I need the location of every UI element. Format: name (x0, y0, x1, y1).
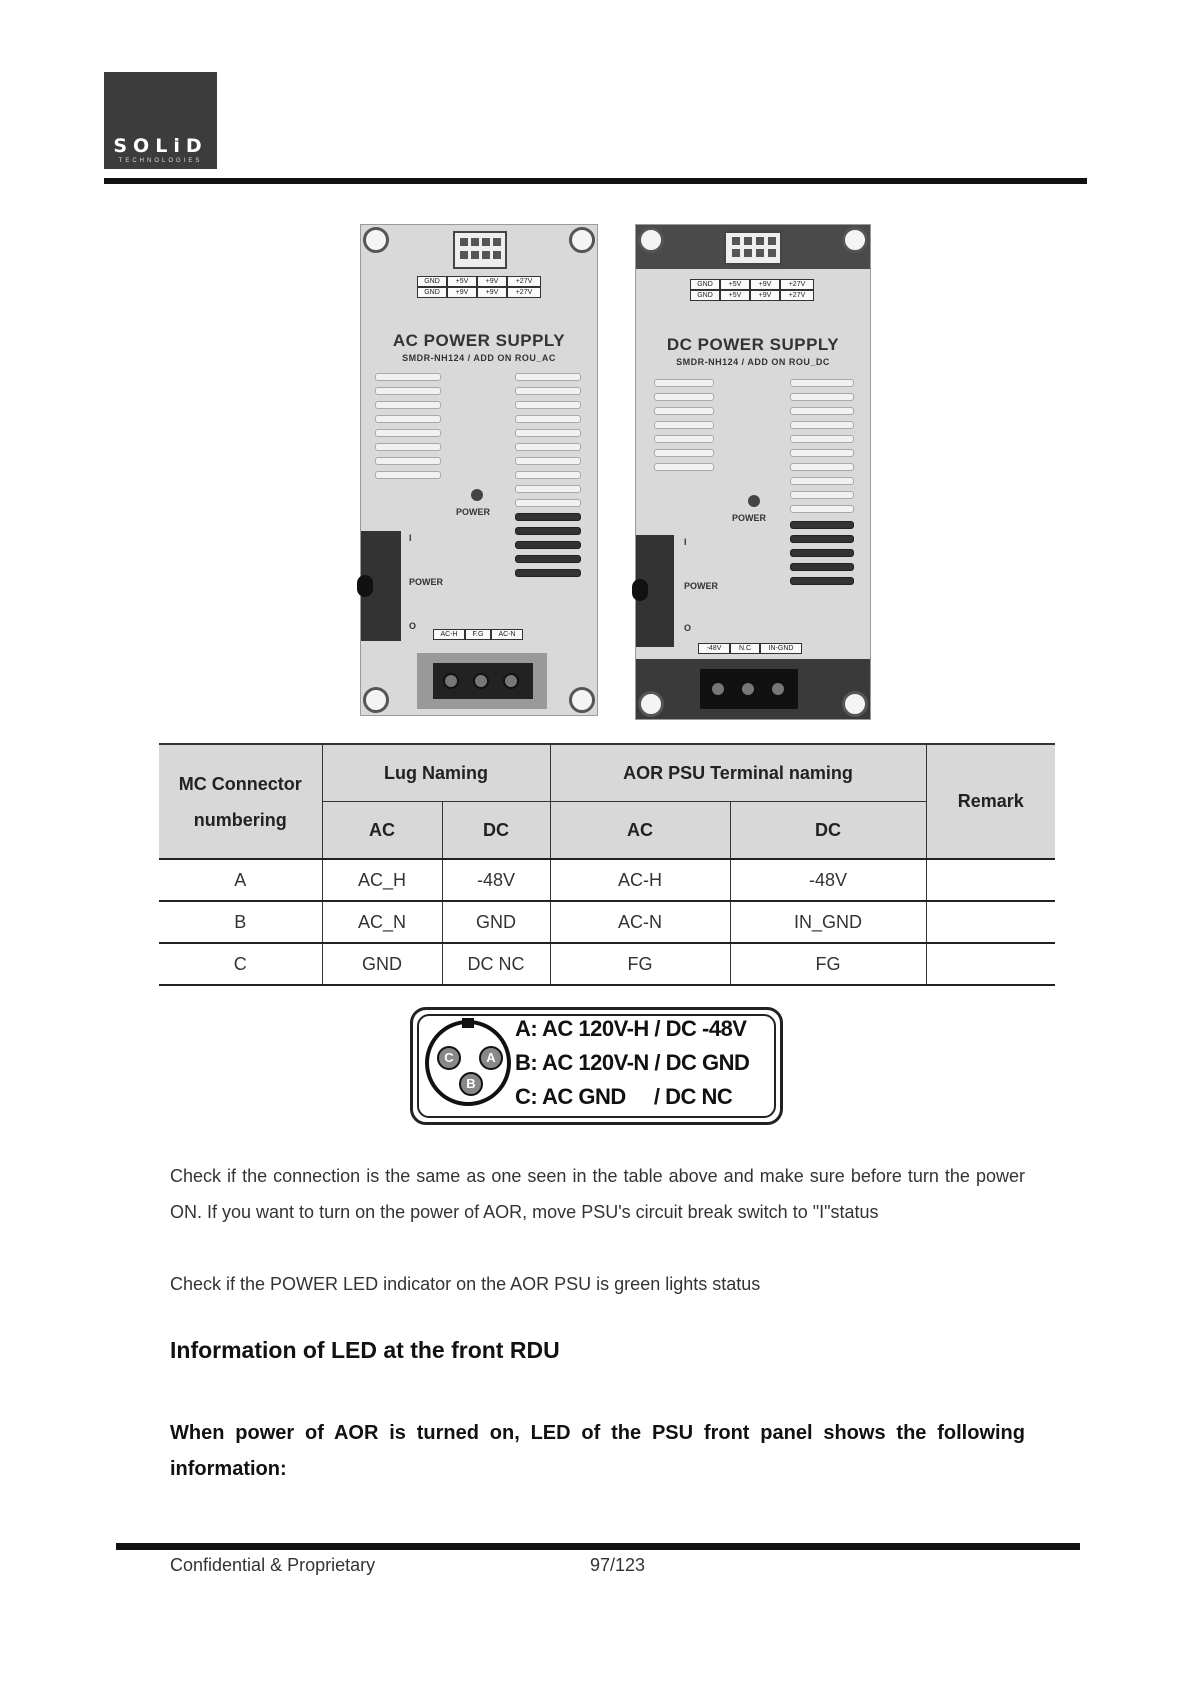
rail-label: GND (690, 279, 720, 290)
instruction-paragraph: Check if the connection is the same as one seen in the table above and make sure before turn the power ON. If you want to turn on the power of AOR, move PSU's circuit break switch to "I"status (170, 1166, 1025, 1222)
page-number: 97/123 (590, 1555, 646, 1575)
screw-icon (638, 227, 664, 253)
header-rule (104, 178, 1087, 184)
table-row (159, 859, 1055, 901)
screw-icon (569, 687, 595, 713)
table-cell: IN_GND (730, 901, 926, 943)
screw-icon (569, 227, 595, 253)
rail-label: +9V (477, 287, 507, 298)
rail-label: GND (690, 290, 720, 301)
rail-label: +9V (750, 290, 780, 301)
terminal-label: -48V (698, 643, 730, 654)
pin-legend-a: A: AC 120V-H / DC -48V (515, 1016, 747, 1041)
dc-power-supply-image (635, 224, 871, 720)
header-lug-ac: AC (322, 802, 442, 860)
connector-icon (724, 231, 782, 265)
psu-model: SMDR-NH124 / ADD ON ROU_DC (676, 357, 830, 367)
led-label: POWER (456, 507, 491, 517)
footer-rule (116, 1543, 1080, 1550)
table-cell (926, 901, 1055, 943)
led-info-paragraph: When power of AOR is turned on, LED of the PSU front panel shows the following information: (170, 1422, 1025, 1480)
rail-label: +27V (507, 276, 541, 287)
terminal-block-icon (417, 653, 547, 709)
rail-label: +27V (507, 287, 541, 298)
connector-pin-table (159, 743, 1055, 986)
header-remark: Remark (926, 744, 1055, 859)
switch-label: POWER (409, 577, 444, 587)
switch-on-label: I (684, 537, 687, 547)
rail-label: +5V (720, 290, 750, 301)
screw-icon (842, 691, 868, 717)
connector-pinout-icon (425, 1020, 511, 1106)
switch-off-label: O (409, 621, 417, 631)
table-cell: AC-N (550, 901, 730, 943)
pin-b-icon: B (459, 1072, 483, 1096)
rail-label: +9V (477, 276, 507, 287)
power-switch-icon (361, 531, 401, 641)
table-cell: FG (730, 943, 926, 985)
terminal-block-icon (700, 669, 798, 709)
rail-label: GND (417, 276, 447, 287)
table-cell: -48V (442, 859, 550, 901)
power-led-icon (471, 489, 483, 501)
pin-legend-b: B: AC 120V-N / DC GND (515, 1050, 750, 1075)
table-cell: AC_H (322, 859, 442, 901)
header-lug-dc: DC (442, 802, 550, 860)
header-lug-naming: Lug Naming (322, 744, 550, 802)
switch-off-label: O (684, 623, 692, 633)
led-label: POWER (732, 513, 767, 523)
terminal-label: AC-N (491, 629, 523, 640)
pin-legend-c: C: AC GND / DC NC (515, 1084, 733, 1109)
rail-label: +9V (447, 287, 477, 298)
table-cell: FG (550, 943, 730, 985)
connector-icon (453, 231, 507, 269)
header-aor-dc: DC (730, 802, 926, 860)
table-cell: AC-H (550, 859, 730, 901)
led-check-paragraph: Check if the POWER LED indicator on the AOR PSU is green lights status (170, 1274, 761, 1294)
header-aor-terminal: AOR PSU Terminal naming (550, 744, 926, 802)
rail-label: +27V (780, 290, 814, 301)
terminal-label: F.G (465, 629, 491, 640)
table-cell: C (159, 943, 322, 985)
rail-label: +5V (720, 279, 750, 290)
power-led-icon (748, 495, 760, 507)
section-heading: Information of LED at the front RDU (170, 1337, 560, 1363)
pin-legend-box (410, 1007, 783, 1125)
psu-title: DC POWER SUPPLY (666, 335, 840, 354)
table-cell: A (159, 859, 322, 901)
header-mc-connector: MC Connector numbering (159, 744, 322, 859)
screw-icon (363, 687, 389, 713)
table-cell: -48V (730, 859, 926, 901)
rail-label: +5V (447, 276, 477, 287)
switch-on-label: I (409, 533, 412, 543)
pin-a-icon: A (479, 1046, 503, 1070)
table-row (159, 901, 1055, 943)
table-cell: GND (442, 901, 550, 943)
table-cell: B (159, 901, 322, 943)
company-logo (104, 72, 217, 169)
table-cell (926, 859, 1055, 901)
terminal-label: AC-H (433, 629, 465, 640)
screw-icon (363, 227, 389, 253)
table-cell (926, 943, 1055, 985)
rail-label: GND (417, 287, 447, 298)
footer-confidential: Confidential & Proprietary (170, 1555, 376, 1575)
rail-label: +27V (780, 279, 814, 290)
ac-power-supply-image (360, 224, 598, 716)
psu-title: AC POWER SUPPLY (392, 331, 566, 350)
screw-icon (638, 691, 664, 717)
switch-label: POWER (684, 581, 719, 591)
table-cell: GND (322, 943, 442, 985)
table-cell: AC_N (322, 901, 442, 943)
logo-subtitle: TECHNOLOGIES (118, 158, 203, 164)
logo-wordmark: SOLiD (113, 135, 208, 157)
terminal-label: N.C (730, 643, 760, 654)
rail-label: +9V (750, 279, 780, 290)
terminal-label: IN-GND (760, 643, 802, 654)
pin-c-icon: C (437, 1046, 461, 1070)
table-row (159, 943, 1055, 985)
screw-icon (842, 227, 868, 253)
header-aor-ac: AC (550, 802, 730, 860)
psu-model: SMDR-NH124 / ADD ON ROU_AC (402, 353, 556, 363)
table-cell: DC NC (442, 943, 550, 985)
power-switch-icon (636, 535, 674, 647)
